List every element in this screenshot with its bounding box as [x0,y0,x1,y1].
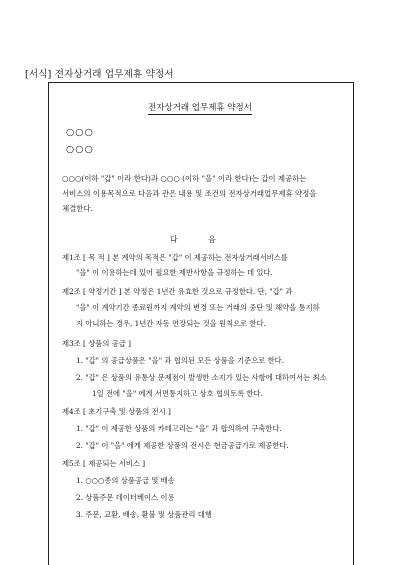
preamble [62,171,340,216]
article-5-heading: 제5조 [ 제공되는 서비스 ] [62,459,146,468]
party-a-name: ○○○ [66,127,94,138]
article-3-heading: 제3조 [ 상품의 공급 ] [62,339,131,348]
document-title [0,101,400,113]
article-2-line-2: "을" 이 계약기간 종료원까지 계약의 변경 또는 거래의 중단 및 해약을 통지하 [76,303,320,312]
article-4-heading: 제4조 [ 초기구축 및 상품의 전시 ] [62,407,171,416]
article-5-item-1: 1. ○○○종의 상품공급 및 배송 [76,476,175,485]
section-heading: 다 음 [170,235,230,244]
article-1-line-1: 제1조 [ 목 적 ] 본 계약의 목적은 "갑" 이 제공하는 전자상거래서비스를 [62,253,288,262]
article-5-item-2: 2. 상품주문 데이터베이스 이용 [76,493,175,502]
party-b-name: ○○○ [66,144,94,155]
article-1-line-2: "을" 이 이용하는데 있어 필요한 제반사항을 규정하는 데 있다. [76,268,273,277]
article-3-item-2: 2. "갑" 은 상품의 유통상 문제점이 발생한 소지가 있는 사항에 대하여서는 최소 [76,373,327,382]
article-4-item-2: 2. "갑" 이 "을" 에게 제공한 상품의 전시은 현금공급가로 제공한다. [76,441,289,450]
form-label: [서식] 전자상거래 업무제휴 약정서 [25,69,174,80]
article-2-line-3: 지 아니하는 경우, 1년간 자동 연장되는 것을 원칙으로 한다. [76,319,266,328]
article-5-item-3: 3. 주문, 교환, 배송, 환불 및 상품관리 대행 [76,510,212,519]
article-4-item-1: 1. "갑" 이 제공한 상품의 카테고리는 "을" 과 합의하여 구축한다. [76,424,282,433]
preamble-line: 체결한다. [62,204,93,213]
preamble-line: 서비스의 이용목적으로 다음과 관은 내용 및 조건의 전자상거래업무제휴 약정을 [62,189,317,198]
preamble-line: ○○○(이하 "갑" 이라 한다)과 ○○○ (이하 "을" 이라 한다)는 갑이 제공하는 [62,174,307,183]
article-3-item-1: 1. "갑" 의 공급상품은 "을" 과 협의된 모든 상품을 기준으로 한다. [76,356,285,365]
article-3-item-2-cont: 1일 전에 "을" 에게 서면통지하고 상호 협의토록 한다. [92,389,263,398]
article-2-line-1: 제2조 [ 약정기간 ] 본 약정은 1년간 유효한 것으로 규정한다. 단, "갑" 과 [62,287,293,296]
document-title-text: 전자상거래 업무제휴 약정서 [148,103,252,113]
